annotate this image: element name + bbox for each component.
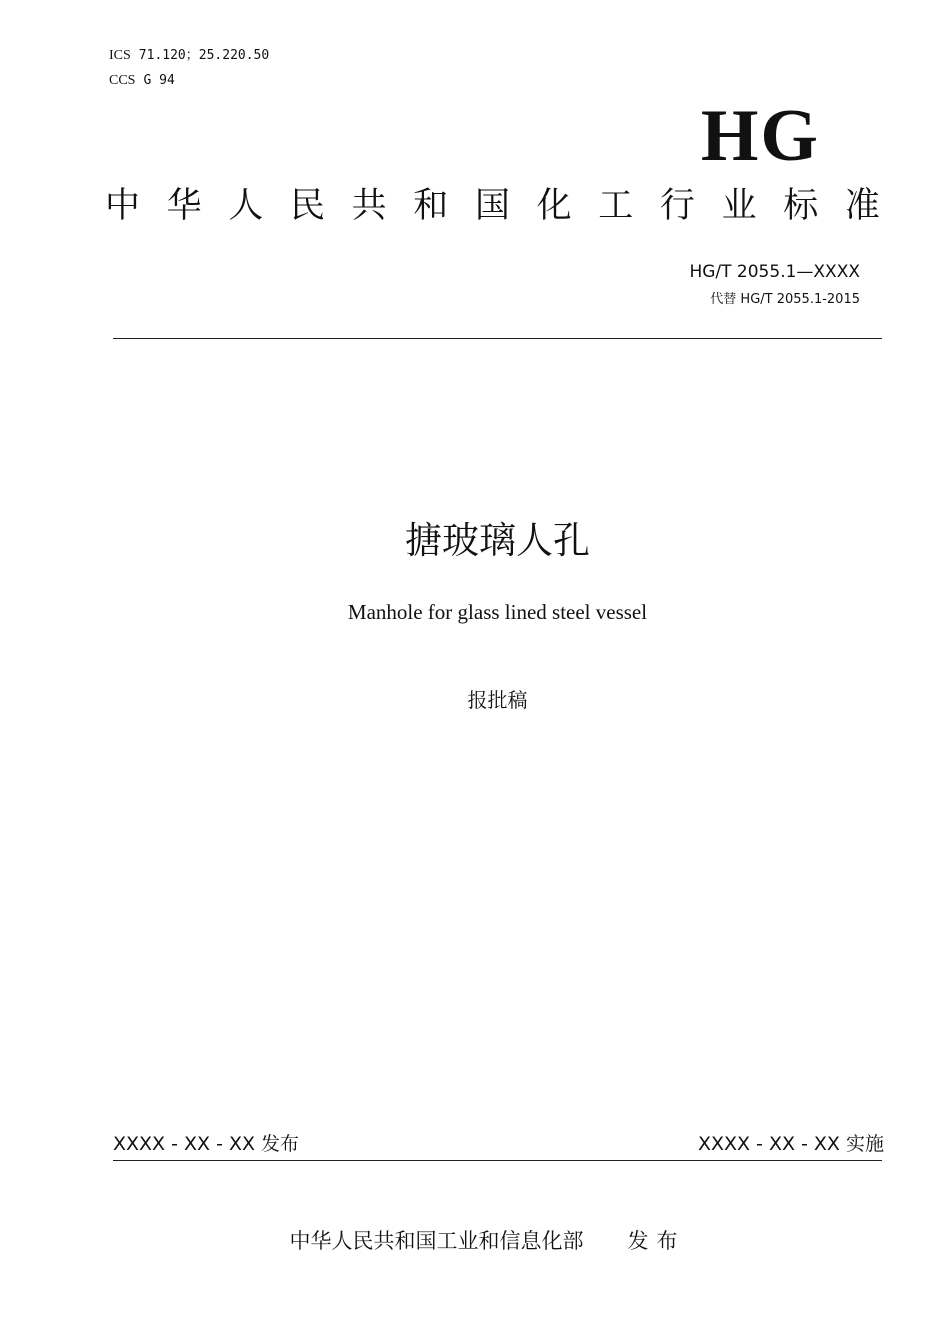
- publish-word: 发布: [627, 1229, 686, 1253]
- standard-number: HG/T 2055.1—XXXX: [689, 262, 860, 282]
- ics-value: 71.120；25.220.50: [138, 48, 270, 63]
- standard-type-char: 华: [166, 186, 202, 226]
- document-title-english: Manhole for glass lined steel vessel: [347, 600, 648, 624]
- standard-type-char: 和: [413, 186, 449, 226]
- publisher-line: [0, 1226, 950, 1256]
- hg-logo: HG: [700, 95, 820, 177]
- standard-type-char: 化: [536, 186, 572, 226]
- standard-type-char: 国: [474, 186, 510, 226]
- top-divider: [113, 338, 882, 339]
- standard-type-char: 准: [844, 186, 880, 226]
- document-title-chinese: 搪玻璃人孔: [405, 519, 590, 562]
- standard-type-char: 行: [659, 186, 695, 226]
- replaces-standard: 代替 HG/T 2055.1-2015: [710, 292, 860, 307]
- standard-type-char: 中: [105, 186, 141, 226]
- ccs-code-line: [109, 72, 175, 90]
- standard-type-char: 业: [721, 186, 757, 226]
- standard-type-char: 人: [228, 186, 264, 226]
- ccs-value: G 94: [143, 73, 175, 88]
- standard-type-char: 共: [351, 186, 387, 226]
- standard-type-char: 工: [598, 186, 634, 226]
- implementation-date: XXXX - XX - XX 实施: [697, 1133, 884, 1155]
- bottom-divider: [113, 1160, 882, 1161]
- standard-type-char: 民: [289, 186, 325, 226]
- standard-type-char: 标: [783, 186, 819, 226]
- ccs-label: CCS: [109, 73, 136, 88]
- ics-label: ICS: [109, 48, 131, 63]
- ics-code-line: [109, 47, 269, 65]
- standard-type-title: [105, 182, 880, 230]
- publisher-name: 中华人民共和国工业和信息化部: [289, 1229, 584, 1253]
- issue-date: XXXX - XX - XX 发布: [113, 1133, 300, 1155]
- draft-stage-label: 报批稿: [467, 688, 528, 712]
